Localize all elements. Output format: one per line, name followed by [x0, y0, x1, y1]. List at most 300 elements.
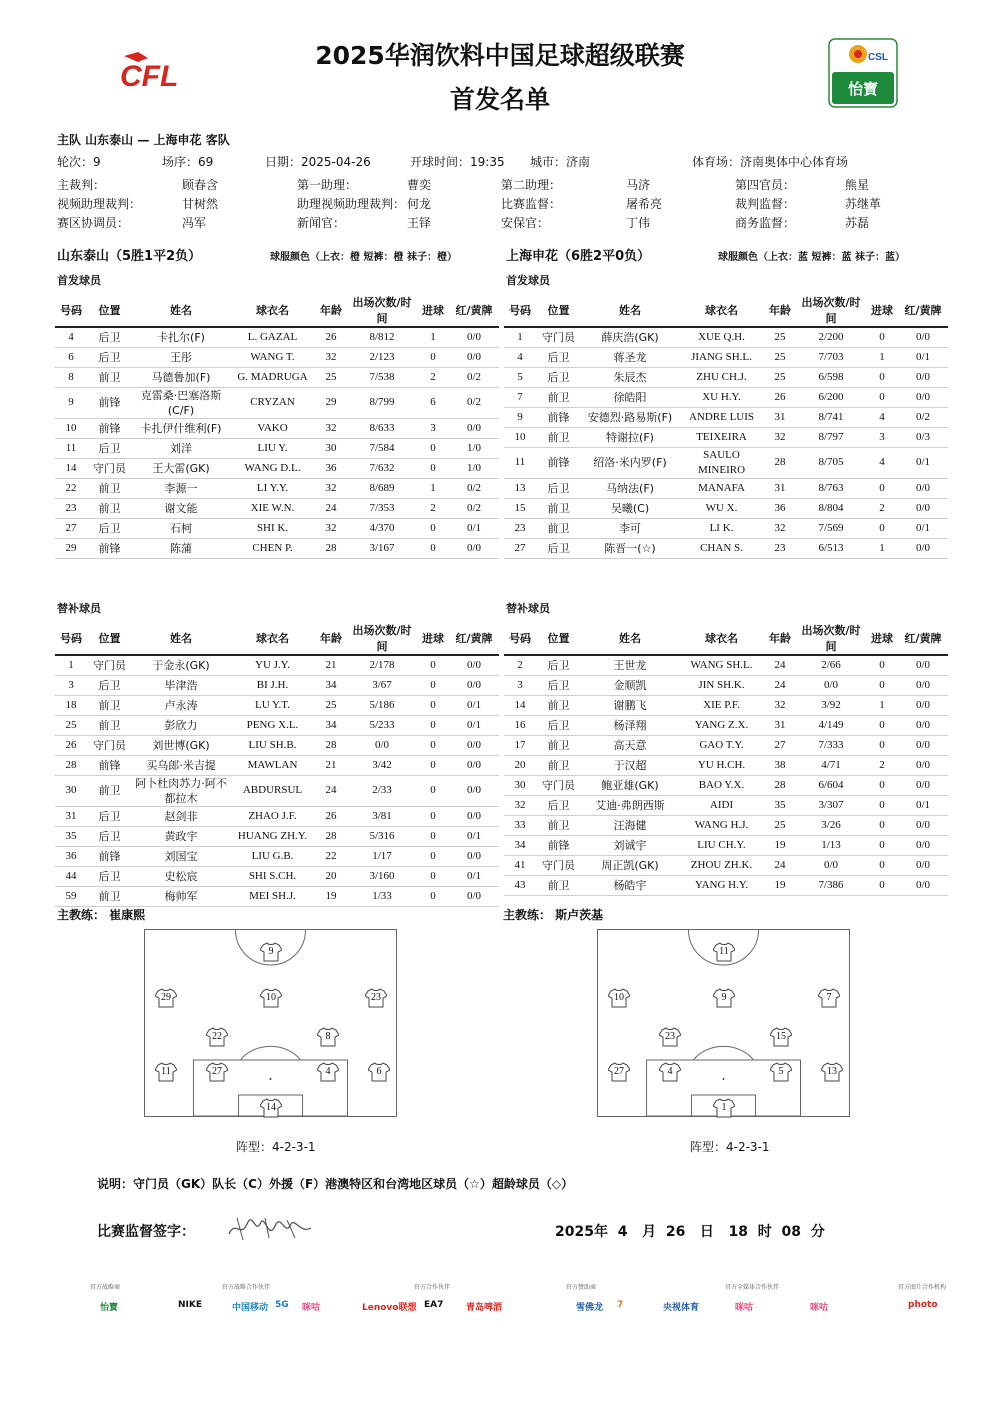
player-cell: 周正凯(GK)	[581, 855, 679, 875]
player-row	[55, 498, 499, 518]
jersey-icon	[155, 1062, 177, 1082]
player-cell: 25	[764, 347, 796, 367]
player-cell: 马纳法(F)	[581, 478, 679, 498]
player-cell: 王大雷(GK)	[132, 458, 230, 478]
home-subs-label: 替补球员	[57, 602, 101, 615]
player-cell: 7/584	[347, 438, 417, 458]
player-cell: 35	[55, 826, 87, 846]
player-cell: 43	[504, 875, 536, 895]
player-cell: 0	[417, 458, 449, 478]
player-cell: ZHU CH.J.	[679, 367, 764, 387]
jersey-number: 23	[665, 1031, 675, 1042]
player-row	[504, 327, 948, 347]
teams-line: 主队 山东泰山 — 上海申花 客队	[57, 133, 230, 147]
player-cell: 马德鲁加(F)	[132, 367, 230, 387]
jersey-icon	[317, 1027, 339, 1047]
player-cell: 守门员	[536, 775, 581, 795]
player-row	[55, 418, 499, 438]
column-header: 进球	[866, 294, 898, 327]
jersey-icon	[317, 1062, 339, 1082]
player-cell: 32	[504, 795, 536, 815]
player-cell: 后卫	[536, 347, 581, 367]
player-cell: 后卫	[87, 675, 132, 695]
player-cell: 金顺凯	[581, 675, 679, 695]
jersey-icon	[206, 1027, 228, 1047]
player-cell: 4	[504, 347, 536, 367]
player-cell: 3/167	[347, 538, 417, 558]
player-cell: MEI SH.J.	[230, 886, 315, 906]
player-cell: 1	[866, 538, 898, 558]
player-row	[504, 855, 948, 875]
player-cell: 前卫	[536, 875, 581, 895]
sponsor-logo: photo	[908, 1300, 938, 1310]
legend-note: 说明：守门员（GK）队长（C）外援（F）港澳特区和台湾地区球员（☆）超龄球员（◇）	[97, 1177, 574, 1191]
player-cell: 守门员	[87, 735, 132, 755]
player-cell: 黄政宇	[132, 826, 230, 846]
official-name: 熊星	[845, 178, 870, 192]
player-cell: 10	[504, 427, 536, 447]
player-cell: 0	[866, 815, 898, 835]
column-header: 号码	[504, 622, 536, 655]
player-cell: 28	[315, 735, 347, 755]
player-cell: 卡扎尔(F)	[132, 327, 230, 347]
handwritten-signature	[225, 1212, 315, 1244]
player-cell: 阿卜杜肉苏力·阿不都拉木	[132, 775, 230, 806]
player-cell: 毕津浩	[132, 675, 230, 695]
player-cell: 7/353	[347, 498, 417, 518]
player-cell: 4	[55, 327, 87, 347]
column-header: 年龄	[315, 622, 347, 655]
player-cell: 26	[764, 387, 796, 407]
official-role: 第一助理：	[297, 178, 358, 192]
jersey-icon	[770, 1062, 792, 1082]
player-cell: 0	[417, 806, 449, 826]
column-header: 进球	[417, 294, 449, 327]
player-cell: MANAFA	[679, 478, 764, 498]
column-header: 红/黄牌	[898, 622, 948, 655]
player-cell: ANDRE LUIS	[679, 407, 764, 427]
player-cell: 前卫	[536, 815, 581, 835]
player-row	[504, 675, 948, 695]
player-cell: 22	[55, 478, 87, 498]
player-row	[504, 835, 948, 855]
signature-label: 比赛监督签字：	[97, 1224, 195, 1240]
player-cell: 2/66	[796, 655, 866, 675]
player-cell: ABDURSUL	[230, 775, 315, 806]
player-cell: 0/0	[449, 886, 499, 906]
player-cell: 11	[504, 447, 536, 478]
player-cell: SAULO MINEIRO	[679, 447, 764, 478]
player-cell: WANG SH.L.	[679, 655, 764, 675]
player-cell: 5	[504, 367, 536, 387]
sponsor-logo: 7	[617, 1300, 624, 1310]
player-cell: 石柯	[132, 518, 230, 538]
sponsor-tag: 官方全媒体合作伙伴	[725, 1284, 780, 1291]
player-cell: 1	[417, 327, 449, 347]
jersey-number: 14	[266, 1102, 276, 1113]
player-cell: 杨皓宇	[581, 875, 679, 895]
player-cell: 0/0	[898, 875, 948, 895]
player-cell: 0/0	[898, 695, 948, 715]
jersey-number: 7	[826, 992, 832, 1003]
player-cell: 前锋	[87, 538, 132, 558]
column-header: 红/黄牌	[449, 294, 499, 327]
player-cell: 5/186	[347, 695, 417, 715]
player-cell: 1/0	[449, 438, 499, 458]
player-cell: JIN SH.K.	[679, 675, 764, 695]
player-cell: ZHAO J.F.	[230, 806, 315, 826]
sponsor-logo: 青岛啤酒	[466, 1303, 503, 1313]
home-formation: 阵型：4-2-3-1	[236, 1140, 316, 1154]
player-cell: 21	[315, 755, 347, 775]
player-cell: 2	[417, 498, 449, 518]
player-cell: 前锋	[87, 755, 132, 775]
player-cell: 25	[764, 815, 796, 835]
jersey-icon	[713, 942, 735, 962]
player-cell: AIDI	[679, 795, 764, 815]
player-cell: 买乌郎·米吉提	[132, 755, 230, 775]
player-cell: 谢鹏飞	[581, 695, 679, 715]
jersey-icon	[713, 988, 735, 1008]
player-cell: 25	[764, 327, 796, 347]
player-cell: 19	[764, 835, 796, 855]
official-role: 第四官员：	[735, 178, 796, 192]
player-cell: 于金永(GK)	[132, 655, 230, 675]
jersey-number: 11	[719, 946, 729, 957]
player-cell: 23	[55, 498, 87, 518]
player-cell: 0/0	[898, 498, 948, 518]
official-name: 甘树然	[182, 197, 219, 211]
player-cell: 0/0	[898, 715, 948, 735]
jersey-number: 13	[827, 1066, 837, 1077]
home-starters-table	[55, 294, 499, 559]
sponsor-tag: 官方战略合作伙伴	[222, 1284, 271, 1291]
player-cell: 0	[866, 518, 898, 538]
away-formation-pitch	[597, 929, 850, 1117]
player-cell: 4/149	[796, 715, 866, 735]
official-role: 主裁判：	[57, 178, 106, 192]
player-cell: 15	[504, 498, 536, 518]
player-cell: 24	[764, 655, 796, 675]
player-cell: YU J.Y.	[230, 655, 315, 675]
player-cell: 0/2	[898, 407, 948, 427]
player-cell: XIE P.F.	[679, 695, 764, 715]
column-header: 姓名	[581, 294, 679, 327]
player-row	[504, 715, 948, 735]
player-cell: 前卫	[87, 715, 132, 735]
column-header: 位置	[87, 622, 132, 655]
player-cell: 0	[417, 518, 449, 538]
jersey-icon	[368, 1062, 390, 1082]
sponsor-logo: EA7	[424, 1300, 444, 1310]
player-cell: 18	[55, 695, 87, 715]
player-row	[504, 427, 948, 447]
home-starting-label: 首发球员	[57, 274, 101, 287]
player-cell: 前锋	[536, 407, 581, 427]
player-cell: 李源一	[132, 478, 230, 498]
player-cell: 7/569	[796, 518, 866, 538]
player-row	[55, 675, 499, 695]
official-role: 安保官：	[501, 216, 550, 230]
column-header: 进球	[417, 622, 449, 655]
player-cell: 7/632	[347, 458, 417, 478]
player-cell: 守门员	[536, 327, 581, 347]
player-cell: 28	[764, 775, 796, 795]
player-cell: 安德烈·路易斯(F)	[581, 407, 679, 427]
player-cell: 守门员	[87, 655, 132, 675]
away-team-name: 上海申花（6胜2平0负）	[506, 249, 651, 264]
player-cell: 克雷桑·巴塞洛斯(C/F)	[132, 387, 230, 418]
player-row	[504, 655, 948, 675]
csl-logo	[828, 38, 898, 108]
official-role: 助理视频助理裁判：	[297, 197, 406, 211]
player-cell: 30	[315, 438, 347, 458]
player-cell: 3	[866, 427, 898, 447]
jersey-number: 9	[721, 992, 727, 1003]
player-cell: 1/33	[347, 886, 417, 906]
signature-datetime: 2025年 4 月 26 日 18 时 08 分	[555, 1224, 825, 1240]
player-cell: 0	[417, 866, 449, 886]
player-cell: 27	[504, 538, 536, 558]
player-cell: 31	[764, 478, 796, 498]
player-cell: LU Y.T.	[230, 695, 315, 715]
player-cell: 0	[866, 387, 898, 407]
player-cell: LI Y.Y.	[230, 478, 315, 498]
player-cell: 于汉超	[581, 755, 679, 775]
player-cell: 8/763	[796, 478, 866, 498]
player-row	[504, 498, 948, 518]
player-cell: 8/689	[347, 478, 417, 498]
player-cell: 0/2	[449, 478, 499, 498]
player-row	[504, 447, 948, 478]
player-cell: 32	[764, 427, 796, 447]
player-cell: 32	[764, 695, 796, 715]
player-cell: 25	[315, 695, 347, 715]
player-cell: 前卫	[87, 886, 132, 906]
player-cell: 高天意	[581, 735, 679, 755]
jersey-icon	[818, 988, 840, 1008]
player-cell: 6/598	[796, 367, 866, 387]
player-cell: 1	[866, 695, 898, 715]
player-cell: 0	[417, 826, 449, 846]
player-cell: 3	[417, 418, 449, 438]
jersey-icon	[365, 988, 387, 1008]
player-row	[504, 775, 948, 795]
player-cell: 13	[504, 478, 536, 498]
player-cell: 1/13	[796, 835, 866, 855]
official-role: 新闻官：	[297, 216, 346, 230]
official-role: 视频助理裁判：	[57, 197, 142, 211]
player-cell: 8/799	[347, 387, 417, 418]
player-cell: 36	[315, 458, 347, 478]
player-cell: 后卫	[536, 795, 581, 815]
player-cell: 3/160	[347, 866, 417, 886]
player-row	[55, 826, 499, 846]
match-number: 场序：69	[162, 155, 214, 169]
player-row	[504, 735, 948, 755]
player-cell: 2	[417, 367, 449, 387]
home-coach: 主教练： 崔康熙	[57, 908, 146, 922]
player-cell: 26	[55, 735, 87, 755]
sponsor-logo: 咪咕	[735, 1303, 754, 1313]
player-row	[55, 655, 499, 675]
jersey-number: 6	[376, 1066, 382, 1077]
player-cell: 0/0	[449, 846, 499, 866]
player-cell: 谢文能	[132, 498, 230, 518]
player-cell: 0	[417, 846, 449, 866]
player-cell: 0/0	[449, 538, 499, 558]
player-row	[55, 866, 499, 886]
player-cell: 前卫	[536, 735, 581, 755]
player-cell: 4/370	[347, 518, 417, 538]
player-cell: 蒋圣龙	[581, 347, 679, 367]
player-cell: 0/0	[449, 418, 499, 438]
player-cell: CRYZAN	[230, 387, 315, 418]
player-cell: 0/0	[796, 855, 866, 875]
sponsor-tag: 官方战略商	[90, 1284, 121, 1291]
jersey-icon	[659, 1027, 681, 1047]
official-name: 曹奕	[407, 178, 432, 192]
column-header: 出场次数/时间	[796, 622, 866, 655]
player-cell: CHEN P.	[230, 538, 315, 558]
player-row	[504, 387, 948, 407]
sponsor-tag: 官方赞助商	[566, 1284, 597, 1291]
player-cell: 2/33	[347, 775, 417, 806]
player-cell: 0	[417, 655, 449, 675]
player-row	[55, 438, 499, 458]
player-cell: 0/0	[898, 387, 948, 407]
player-cell: 3	[504, 675, 536, 695]
player-cell: 0/2	[449, 367, 499, 387]
player-cell: 后卫	[536, 538, 581, 558]
player-cell: 34	[504, 835, 536, 855]
player-cell: 0/0	[449, 775, 499, 806]
column-header: 年龄	[764, 622, 796, 655]
player-cell: 前锋	[87, 418, 132, 438]
jersey-number: 4	[667, 1066, 673, 1077]
player-cell: 1/17	[347, 846, 417, 866]
player-cell: 赵剑非	[132, 806, 230, 826]
player-cell: YU H.CH.	[679, 755, 764, 775]
column-header: 年龄	[315, 294, 347, 327]
document-title: 2025华润饮料中国足球超级联赛	[315, 41, 685, 70]
player-cell: 艾迪·弗朗西斯	[581, 795, 679, 815]
home-formation-pitch	[144, 929, 397, 1117]
jersey-icon	[713, 1098, 735, 1118]
player-cell: 1	[55, 655, 87, 675]
player-cell: 0/0	[449, 655, 499, 675]
away-formation: 阵型：4-2-3-1	[690, 1140, 770, 1154]
player-cell: 3/92	[796, 695, 866, 715]
player-cell: 0	[417, 735, 449, 755]
player-cell: TEIXEIRA	[679, 427, 764, 447]
player-cell: G. MADRUGA	[230, 367, 315, 387]
player-cell: 8/804	[796, 498, 866, 518]
player-cell: XUE Q.H.	[679, 327, 764, 347]
player-cell: 前锋	[87, 387, 132, 418]
player-cell: 17	[504, 735, 536, 755]
player-cell: 0/1	[898, 347, 948, 367]
round: 轮次：9	[57, 155, 101, 169]
player-cell: 7/386	[796, 875, 866, 895]
player-row	[55, 347, 499, 367]
player-cell: 1	[417, 478, 449, 498]
player-cell: YANG Z.X.	[679, 715, 764, 735]
player-cell: 0/0	[347, 735, 417, 755]
player-cell: 23	[764, 538, 796, 558]
player-cell: 0/3	[898, 427, 948, 447]
player-cell: 24	[315, 775, 347, 806]
sponsor-tag: 官方合作伙伴	[414, 1284, 451, 1291]
player-cell: 0/0	[898, 775, 948, 795]
player-cell: 0	[417, 695, 449, 715]
player-cell: 3	[55, 675, 87, 695]
player-cell: SHI K.	[230, 518, 315, 538]
player-cell: 陈蒲	[132, 538, 230, 558]
player-cell: 41	[504, 855, 536, 875]
player-cell: 0/0	[449, 755, 499, 775]
player-cell: WANG T.	[230, 347, 315, 367]
player-cell: 0	[866, 795, 898, 815]
player-cell: 26	[315, 327, 347, 347]
jersey-number: 8	[325, 1031, 331, 1042]
player-cell: 0	[866, 327, 898, 347]
player-cell: 0/1	[449, 715, 499, 735]
player-row	[55, 886, 499, 906]
player-cell: 0/0	[898, 675, 948, 695]
player-cell: 25	[315, 367, 347, 387]
player-row	[504, 795, 948, 815]
player-cell: WANG H.J.	[679, 815, 764, 835]
player-cell: 5/316	[347, 826, 417, 846]
player-cell: BI J.H.	[230, 675, 315, 695]
player-row	[504, 478, 948, 498]
player-cell: 6/513	[796, 538, 866, 558]
player-cell: 2/200	[796, 327, 866, 347]
player-cell: 王彤	[132, 347, 230, 367]
player-cell: 32	[315, 418, 347, 438]
column-header: 位置	[536, 294, 581, 327]
player-cell: CHAN S.	[679, 538, 764, 558]
player-row	[504, 367, 948, 387]
player-cell: 朱辰杰	[581, 367, 679, 387]
player-cell: 31	[55, 806, 87, 826]
player-cell: 汪海健	[581, 815, 679, 835]
sponsor-logo: 中国移动	[232, 1303, 269, 1313]
column-header: 进球	[866, 622, 898, 655]
player-cell: 前卫	[87, 775, 132, 806]
player-cell: 9	[55, 387, 87, 418]
player-cell: 27	[764, 735, 796, 755]
player-cell: 28	[55, 755, 87, 775]
player-cell: HUANG ZH.Y.	[230, 826, 315, 846]
player-cell: 6	[417, 387, 449, 418]
player-cell: 3/307	[796, 795, 866, 815]
player-cell: 0/1	[449, 866, 499, 886]
player-row	[504, 815, 948, 835]
player-cell: 23	[504, 518, 536, 538]
player-row	[504, 347, 948, 367]
jersey-icon	[659, 1062, 681, 1082]
player-cell: XIE W.N.	[230, 498, 315, 518]
player-cell: 0/1	[898, 795, 948, 815]
player-row	[55, 478, 499, 498]
player-cell: 0	[866, 478, 898, 498]
player-cell: 彭欣力	[132, 715, 230, 735]
player-cell: 0/1	[449, 826, 499, 846]
player-cell: 8/812	[347, 327, 417, 347]
jersey-icon	[260, 942, 282, 962]
